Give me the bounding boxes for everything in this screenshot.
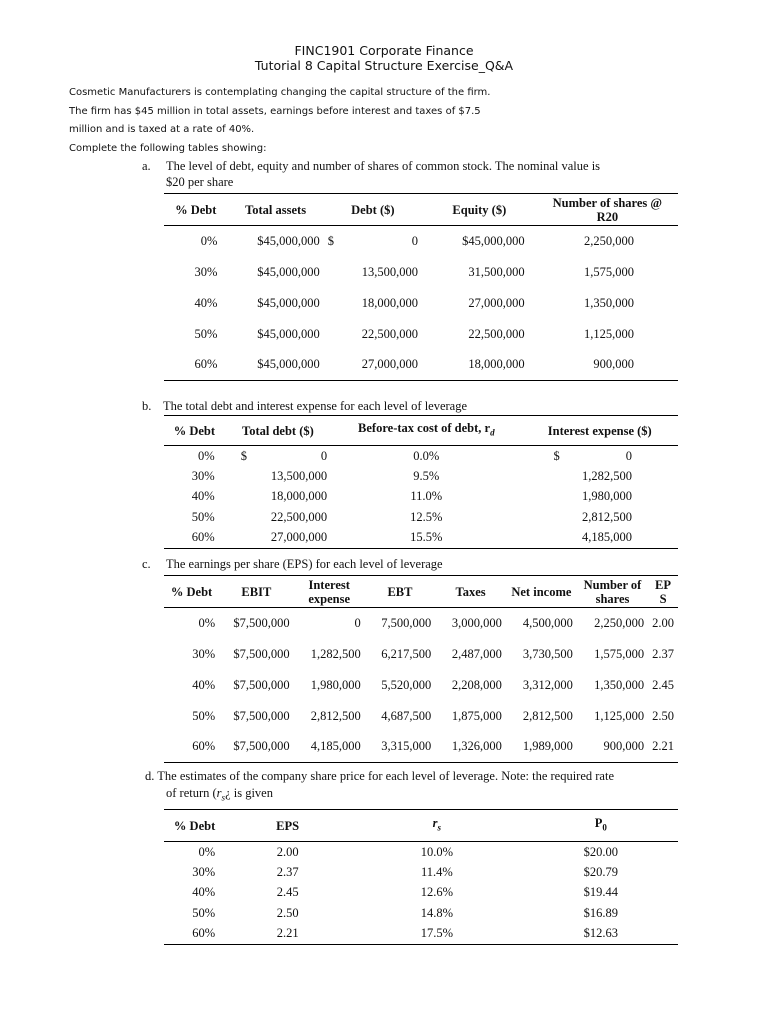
intro-paragraph-4: Complete the following tables showing: <box>69 143 267 154</box>
shares-cell: 1,125,000 <box>594 708 645 723</box>
section-c-text: The earnings per share (EPS) for each level of leverage <box>166 557 443 571</box>
cost-of-debt-cell: 15.5% <box>410 530 443 544</box>
table-c-header-taxes: Taxes <box>455 584 486 599</box>
interest-value: 2,812,500 <box>582 509 632 524</box>
debt-value: 27,000,000 <box>270 530 328 544</box>
shares-cell: 1,350,000 <box>584 295 634 310</box>
shares-cell: 1,575,000 <box>594 646 645 661</box>
table-row <box>164 350 678 381</box>
table-a-header-equity: Equity ($) <box>452 202 507 217</box>
required-return-cell: 12.6% <box>420 885 454 900</box>
table-b-header-cost-of-debt: Before-tax cost of debt, $r_d$ <box>358 421 495 438</box>
eps-cell: 2.37 <box>276 864 299 879</box>
interest-value: 1,282,500 <box>582 468 632 483</box>
eps-cell: 2.21 <box>276 926 299 940</box>
pct-debt-cell: 50% <box>192 905 216 920</box>
table-row <box>164 446 678 467</box>
interest-expense-cell <box>521 507 678 528</box>
debt-cell <box>324 319 422 350</box>
table-row <box>164 507 678 528</box>
table-row <box>164 639 678 670</box>
taxes-cell: 1,326,000 <box>451 739 502 754</box>
required-return-cell: 11.4% <box>420 864 453 879</box>
pct-debt-cell: 40% <box>191 489 215 504</box>
share-price-cell: $20.79 <box>583 864 619 879</box>
debt-value: 18,000,000 <box>361 295 418 310</box>
table-row <box>164 288 678 319</box>
net-income-cell: 3,312,000 <box>522 677 573 692</box>
required-return-cell: 17.5% <box>420 926 454 940</box>
interest-cell: 4,185,000 <box>310 739 361 754</box>
cost-of-debt-cell: 12.5% <box>410 509 443 524</box>
pct-debt-cell: 50% <box>194 326 218 341</box>
cost-of-debt-cell: 0.0% <box>413 448 440 463</box>
share-price-cell: $20.00 <box>583 844 619 859</box>
table-a-header-debt: Debt ($) <box>351 202 395 217</box>
interest-expense-cell <box>521 487 678 508</box>
table-c-header-ebit: EBIT <box>241 584 272 599</box>
ebt-cell: 5,520,000 <box>381 677 432 692</box>
table-b-header-pct-debt: % Debt <box>173 423 216 438</box>
eps-cell: 2.00 <box>276 844 299 859</box>
debt-value: 13,500,000 <box>361 264 418 279</box>
required-return-cell: 14.8% <box>420 905 454 920</box>
interest-expense-cell <box>521 466 678 487</box>
total-debt-cell <box>225 466 331 487</box>
pct-debt-cell: 60% <box>194 357 218 372</box>
ebt-cell: 3,315,000 <box>381 739 432 754</box>
intro-paragraph-2: The firm has $45 million in total assets, earnings before interest and taxes of $7.5 <box>69 106 481 117</box>
interest-expense-cell <box>521 528 678 549</box>
section-a-label: a. <box>142 159 151 173</box>
interest-value: 4,185,000 <box>582 530 632 544</box>
intro-paragraph-3: million and is taxed at a rate of 40%. <box>69 124 255 135</box>
interest-cell: 2,812,500 <box>310 708 361 723</box>
table-row <box>164 883 678 904</box>
table-row <box>164 466 678 487</box>
shares-cell: 2,250,000 <box>584 233 634 248</box>
shares-cell: 900,000 <box>593 357 634 372</box>
debt-value: 18,000,000 <box>270 489 328 504</box>
table-row <box>164 732 678 763</box>
ebit-cell: $7,500,000 <box>233 677 290 692</box>
table-d-header-pct-debt: % Debt <box>173 818 216 833</box>
pct-debt-cell: 30% <box>191 468 215 483</box>
table-c-header-pct-debt: % Debt <box>170 584 213 599</box>
interest-cell: 1,980,000 <box>310 677 361 692</box>
taxes-cell: 3,000,000 <box>451 615 502 630</box>
ebit-cell: $7,500,000 <box>233 646 290 661</box>
section-a-text-line1: The level of debt, equity and number of shares of common stock. The nominal value is <box>166 159 601 173</box>
interest-value: 0 <box>625 448 632 463</box>
equity-cell: $45,000,000 <box>462 233 525 248</box>
debt-cell <box>324 350 422 381</box>
document-title-line2: Tutorial 8 Capital Structure Exercise_Q&A <box>254 58 514 73</box>
equity-cell: 27,000,000 <box>468 295 525 310</box>
table-row <box>164 487 678 508</box>
section-d-text-line1: d. The estimates of the company share price for each level of leverage. Note: the required rate <box>145 769 615 783</box>
ebit-cell: $7,500,000 <box>233 615 290 630</box>
debt-cell <box>324 226 422 257</box>
ebit-cell: $7,500,000 <box>233 739 290 754</box>
section-d-text-line2: of return ($r_s¿$ is given <box>166 786 273 803</box>
interest-value: 1,980,000 <box>582 489 632 504</box>
interest-cell: 1,282,500 <box>310 646 361 661</box>
share-price-cell: $16.89 <box>583 905 619 920</box>
pct-debt-cell: 40% <box>192 677 216 692</box>
table-b-header-interest-expense: Interest expense ($) <box>547 423 652 438</box>
share-price-cell: $19.44 <box>583 885 619 900</box>
equity-cell: 18,000,000 <box>468 357 525 372</box>
interest-currency-symbol: $ <box>553 448 560 463</box>
eps-cell: 2.45 <box>652 677 674 692</box>
table-b-header-total-debt: Total debt ($) <box>242 423 314 438</box>
table-d-header-p0: $P_0$ <box>594 816 607 833</box>
eps-cell: 2.50 <box>276 905 299 920</box>
taxes-cell: 2,487,000 <box>451 646 502 661</box>
pct-debt-cell: 30% <box>194 264 218 279</box>
pct-debt-cell: 0% <box>200 233 218 248</box>
table-a-header-shares: Number of shares @ R20 <box>552 195 663 224</box>
cost-of-debt-cell: 9.5% <box>413 468 440 483</box>
pct-debt-cell: 40% <box>192 885 216 900</box>
section-a-text-line2: $20 per share <box>166 175 234 189</box>
table-a-debt-equity-shares <box>164 193 678 381</box>
total-debt-cell <box>225 528 331 549</box>
cost-of-debt-cell: 11.0% <box>410 489 443 504</box>
taxes-cell: 2,208,000 <box>451 677 502 692</box>
equity-cell: 31,500,000 <box>468 264 525 279</box>
eps-cell: 2.37 <box>652 646 674 661</box>
pct-debt-cell: 60% <box>191 530 215 544</box>
intro-paragraph-1: Cosmetic Manufacturers is contemplating changing the capital structure of the firm. <box>69 87 491 98</box>
table-row <box>164 701 678 732</box>
debt-cell <box>324 257 422 288</box>
debt-value: 22,500,000 <box>361 326 418 341</box>
debt-currency-symbol: $ <box>240 448 247 463</box>
table-row <box>164 528 678 549</box>
debt-value: 0 <box>411 233 418 248</box>
taxes-cell: 1,875,000 <box>451 708 502 723</box>
document-title-line1: FINC1901 Corporate Finance <box>294 43 474 58</box>
section-b-text: The total debt and interest expense for each level of leverage <box>163 399 468 413</box>
debt-currency-symbol: $ <box>327 233 334 248</box>
shares-cell: 900,000 <box>603 739 645 754</box>
required-return-cell: 10.0% <box>420 844 454 859</box>
pct-debt-cell: 30% <box>192 646 216 661</box>
pct-debt-cell: 50% <box>192 708 216 723</box>
eps-cell: 2.00 <box>652 615 674 630</box>
shares-cell: 2,250,000 <box>594 615 645 630</box>
pct-debt-cell: 60% <box>192 739 216 754</box>
table-row <box>164 903 678 924</box>
pct-debt-cell: 0% <box>198 448 215 463</box>
table-row <box>164 862 678 883</box>
pct-debt-cell: 50% <box>191 509 215 524</box>
total-assets-cell: $45,000,000 <box>257 326 320 341</box>
table-row <box>164 319 678 350</box>
total-assets-cell: $45,000,000 <box>257 264 320 279</box>
table-row <box>164 842 678 863</box>
ebit-cell: $7,500,000 <box>233 708 290 723</box>
table-b-interest-expense <box>164 415 678 549</box>
table-d-header-rs: $r_s$ <box>432 816 442 833</box>
equity-cell: 22,500,000 <box>468 326 525 341</box>
table-a-header-pct-debt: % Debt <box>175 202 217 217</box>
total-debt-cell <box>225 446 331 467</box>
net-income-cell: 3,730,500 <box>522 646 573 661</box>
debt-value: 27,000,000 <box>361 357 418 372</box>
debt-value: 0 <box>320 448 328 463</box>
table-d-header-eps: EPS <box>276 818 300 833</box>
shares-cell: 1,575,000 <box>584 264 634 279</box>
pct-debt-cell: 0% <box>198 844 216 859</box>
table-c-eps <box>164 575 678 763</box>
debt-cell <box>324 288 422 319</box>
eps-cell: 2.45 <box>276 885 299 900</box>
ebt-cell: 7,500,000 <box>381 615 432 630</box>
table-c-header-shares: Number of shares <box>583 577 642 606</box>
section-b-label: b. <box>142 399 152 413</box>
table-row <box>164 226 678 257</box>
pct-debt-cell: 40% <box>194 295 218 310</box>
net-income-cell: 4,500,000 <box>522 615 573 630</box>
table-c-header-ebt: EBT <box>387 584 413 599</box>
shares-cell: 1,125,000 <box>584 326 634 341</box>
pct-debt-cell: 60% <box>192 926 216 940</box>
total-assets-cell: $45,000,000 <box>257 357 320 372</box>
eps-cell: 2.50 <box>652 708 674 723</box>
table-row <box>164 608 678 639</box>
table-c-header-eps: EPS <box>655 577 672 606</box>
table-c-header-net-income: Net income <box>511 584 572 599</box>
net-income-cell: 1,989,000 <box>522 739 573 754</box>
ebt-cell: 6,217,500 <box>381 646 432 661</box>
share-price-cell: $12.63 <box>583 926 619 940</box>
interest-cell: 0 <box>354 615 361 630</box>
table-row <box>164 924 678 945</box>
section-c-label: c. <box>142 557 151 571</box>
pct-debt-cell: 30% <box>192 864 216 879</box>
total-assets-cell: $45,000,000 <box>257 295 320 310</box>
shares-cell: 1,350,000 <box>594 677 645 692</box>
debt-value: 22,500,000 <box>270 509 328 524</box>
interest-expense-cell <box>521 446 678 467</box>
debt-value: 13,500,000 <box>270 468 328 483</box>
table-c-header-interest: Interest expense <box>308 577 351 606</box>
total-assets-cell: $45,000,000 <box>257 233 320 248</box>
table-row <box>164 257 678 288</box>
pct-debt-cell: 0% <box>198 615 216 630</box>
net-income-cell: 2,812,500 <box>522 708 573 723</box>
ebt-cell: 4,687,500 <box>381 708 432 723</box>
total-debt-cell <box>225 487 331 508</box>
total-debt-cell <box>225 507 331 528</box>
table-row <box>164 670 678 701</box>
table-a-header-total-assets: Total assets <box>245 202 307 217</box>
table-d-share-price <box>164 809 678 945</box>
eps-cell: 2.21 <box>652 739 674 754</box>
